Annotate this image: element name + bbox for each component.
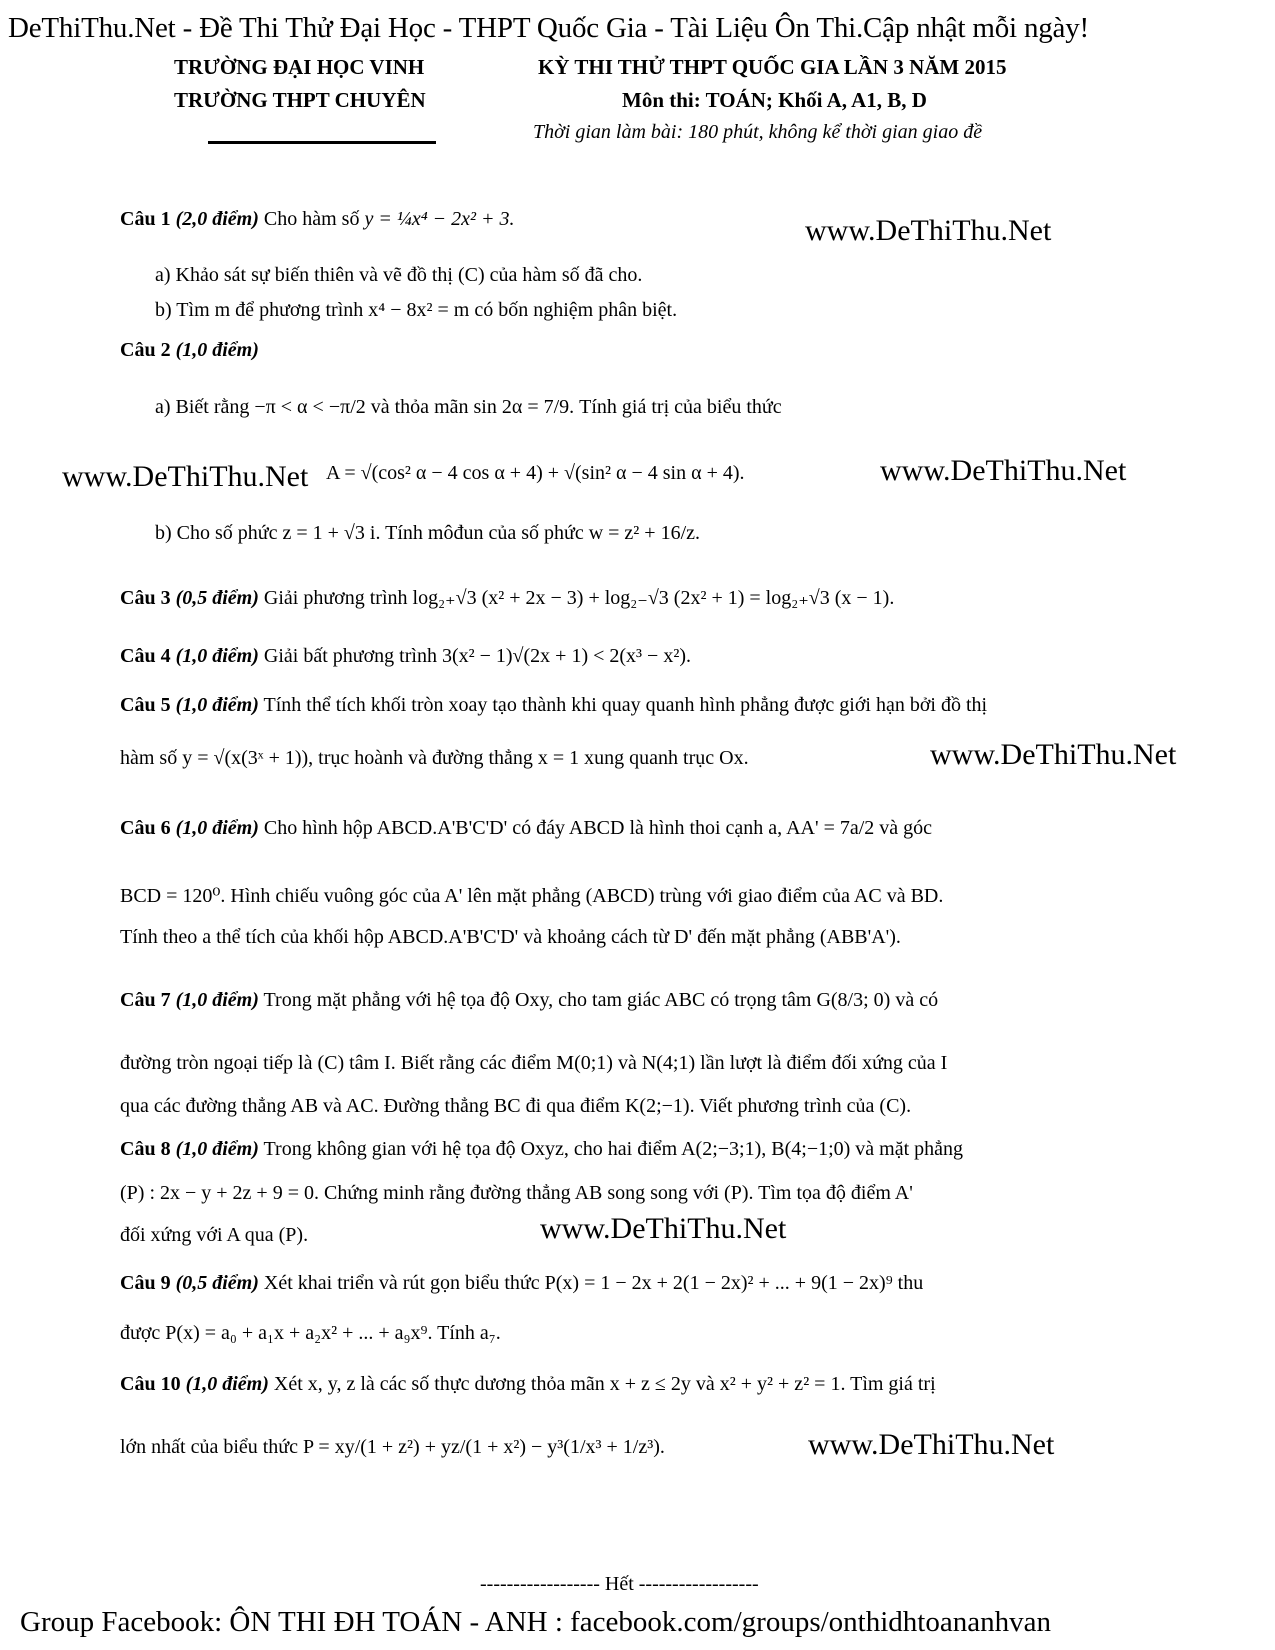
header-rule [208, 141, 436, 144]
watermark: www.DeThiThu.Net [930, 738, 1177, 771]
watermark: www.DeThiThu.Net [62, 460, 309, 493]
end-marker: ------------------ Hết ------------------ [480, 1573, 759, 1595]
question-8 [120, 1138, 963, 1161]
question-1b: b) Tìm m để phương trình x⁴ − 8x² = m có bốn nghiệm phân biệt. [155, 299, 678, 321]
question-5 [120, 694, 987, 717]
question-points: (2,0 điểm) [175, 208, 259, 230]
question-points: (1,0 điểm) [175, 694, 259, 716]
question-text: Giải phương trình log₂₊√3 (x² + 2x − 3) + log₂₋√3 (2x² + 1) = log₂₊√3 (x − 1). [263, 587, 895, 609]
question-text: Tính thể tích khối tròn xoay tạo thành khi quay quanh hình phẳng được giới hạn bởi đồ thị [263, 694, 988, 716]
question-5-line-2: hàm số y = √(x(3ˣ + 1)), trục hoành và đường thẳng x = 1 xung quanh trục Ox. [120, 747, 749, 769]
question-2a: a) Biết rằng −π < α < −π/2 và thỏa mãn sin 2α = 7/9. Tính giá trị của biểu thức [155, 396, 782, 418]
footer-group-link[interactable]: Group Facebook: ÔN THI ĐH TOÁN - ANH : facebook.com/groups/onthidhtoananhvan [20, 1606, 1051, 1638]
question-9 [120, 1272, 923, 1295]
question-10 [120, 1373, 936, 1396]
question-label: Câu 9 [120, 1272, 171, 1294]
question-label: Câu 6 [120, 817, 171, 839]
exam-subject: Môn thi: TOÁN; Khối A, A1, B, D [622, 88, 927, 112]
question-text: Trong mặt phẳng với hệ tọa độ Oxy, cho tam giác ABC có trọng tâm G(8/3; 0) và có [263, 989, 939, 1011]
question-points: (0,5 điểm) [175, 587, 259, 609]
watermark: www.DeThiThu.Net [880, 454, 1127, 487]
school-name-1: TRƯỜNG ĐẠI HỌC VINH [174, 55, 425, 79]
question-points: (1,0 điểm) [175, 989, 259, 1011]
question-label: Câu 4 [120, 645, 171, 667]
question-label: Câu 7 [120, 989, 171, 1011]
watermark: www.DeThiThu.Net [808, 1428, 1055, 1461]
question-7-line-2: đường tròn ngoại tiếp là (C) tâm I. Biết rằng các điểm M(0;1) và N(4;1) lần lượt là điểm đối xứng của I [120, 1052, 948, 1074]
question-8-line-3: đối xứng với A qua (P). [120, 1224, 309, 1246]
question-9-line-2: được P(x) = a₀ + a₁x + a₂x² + ... + a₉x⁹. Tính a₇. [120, 1322, 501, 1344]
formula: y = ¼x⁴ − 2x² + 3. [364, 208, 515, 230]
question-label: Câu 3 [120, 587, 171, 609]
question-label: Câu 8 [120, 1138, 171, 1160]
question-points: (0,5 điểm) [175, 1272, 259, 1294]
question-6-line-2: BCD = 120⁰. Hình chiếu vuông góc của A' lên mặt phẳng (ABCD) trùng với giao điểm của AC và BD. [120, 885, 944, 907]
exam-time: Thời gian làm bài: 180 phút, không kể thời gian giao đề [533, 121, 983, 143]
question-2 [120, 339, 259, 362]
question-points: (1,0 điểm) [175, 1138, 259, 1160]
school-name-2: TRƯỜNG THPT CHUYÊN [174, 88, 426, 112]
watermark: www.DeThiThu.Net [805, 214, 1052, 247]
question-2-expression: A = √(cos² α − 4 cos α + 4) + √(sin² α − 4 sin α + 4). [326, 462, 745, 484]
question-8-line-2: (P) : 2x − y + 2z + 9 = 0. Chứng minh rằng đường thẳng AB song song với (P). Tìm tọa độ điểm A' [120, 1182, 913, 1204]
question-text: Xét x, y, z là các số thực dương thỏa mãn x + z ≤ 2y và x² + y² + z² = 1. Tìm giá trị [273, 1373, 936, 1395]
question-points: (1,0 điểm) [185, 1373, 269, 1395]
question-text: Xét khai triển và rút gọn biểu thức P(x) = 1 − 2x + 2(1 − 2x)² + ... + 9(1 − 2x)⁹ thu [263, 1272, 924, 1294]
question-2b: b) Cho số phức z = 1 + √3 i. Tính môđun của số phức w = z² + 16/z. [155, 522, 700, 544]
watermark: www.DeThiThu.Net [540, 1212, 787, 1245]
question-points: (1,0 điểm) [175, 339, 259, 361]
question-7 [120, 989, 938, 1012]
question-text: Giải bất phương trình 3(x² − 1)√(2x + 1) < 2(x³ − x²). [263, 645, 691, 667]
question-7-line-3: qua các đường thẳng AB và AC. Đường thẳng BC đi qua điểm K(2;−1). Viết phương trình của (C). [120, 1095, 912, 1117]
question-text: Cho hình hộp ABCD.A'B'C'D' có đáy ABCD là hình thoi cạnh a, AA' = 7a/2 và góc [263, 817, 933, 839]
question-text: Cho hàm số [263, 208, 360, 230]
question-1a: a) Khảo sát sự biến thiên và vẽ đồ thị (C) của hàm số đã cho. [155, 264, 643, 286]
question-4 [120, 645, 691, 668]
question-label: Câu 10 [120, 1373, 181, 1395]
question-6-line-3: Tính theo a thể tích của khối hộp ABCD.A'B'C'D' và khoảng cách từ D' đến mặt phẳng (ABB'A'). [120, 926, 901, 948]
question-label: Câu 5 [120, 694, 171, 716]
question-points: (1,0 điểm) [175, 817, 259, 839]
question-points: (1,0 điểm) [175, 645, 259, 667]
question-6 [120, 817, 932, 840]
question-10-line-2: lớn nhất của biểu thức P = xy/(1 + z²) + yz/(1 + x²) − y³(1/x³ + 1/z³). [120, 1436, 665, 1458]
question-label: Câu 2 [120, 339, 171, 361]
question-label: Câu 1 [120, 208, 171, 230]
exam-title: KỲ THI THỬ THPT QUỐC GIA LẦN 3 NĂM 2015 [538, 55, 1007, 79]
question-3 [120, 585, 894, 610]
question-1 [120, 208, 515, 231]
question-text: Trong không gian với hệ tọa độ Oxyz, cho hai điểm A(2;−3;1), B(4;−1;0) và mặt phẳng [263, 1138, 964, 1160]
site-banner: DeThiThu.Net - Đề Thi Thử Đại Học - THPT Quốc Gia - Tài Liệu Ôn Thi.Cập nhật mỗi ngày! [8, 12, 1089, 44]
